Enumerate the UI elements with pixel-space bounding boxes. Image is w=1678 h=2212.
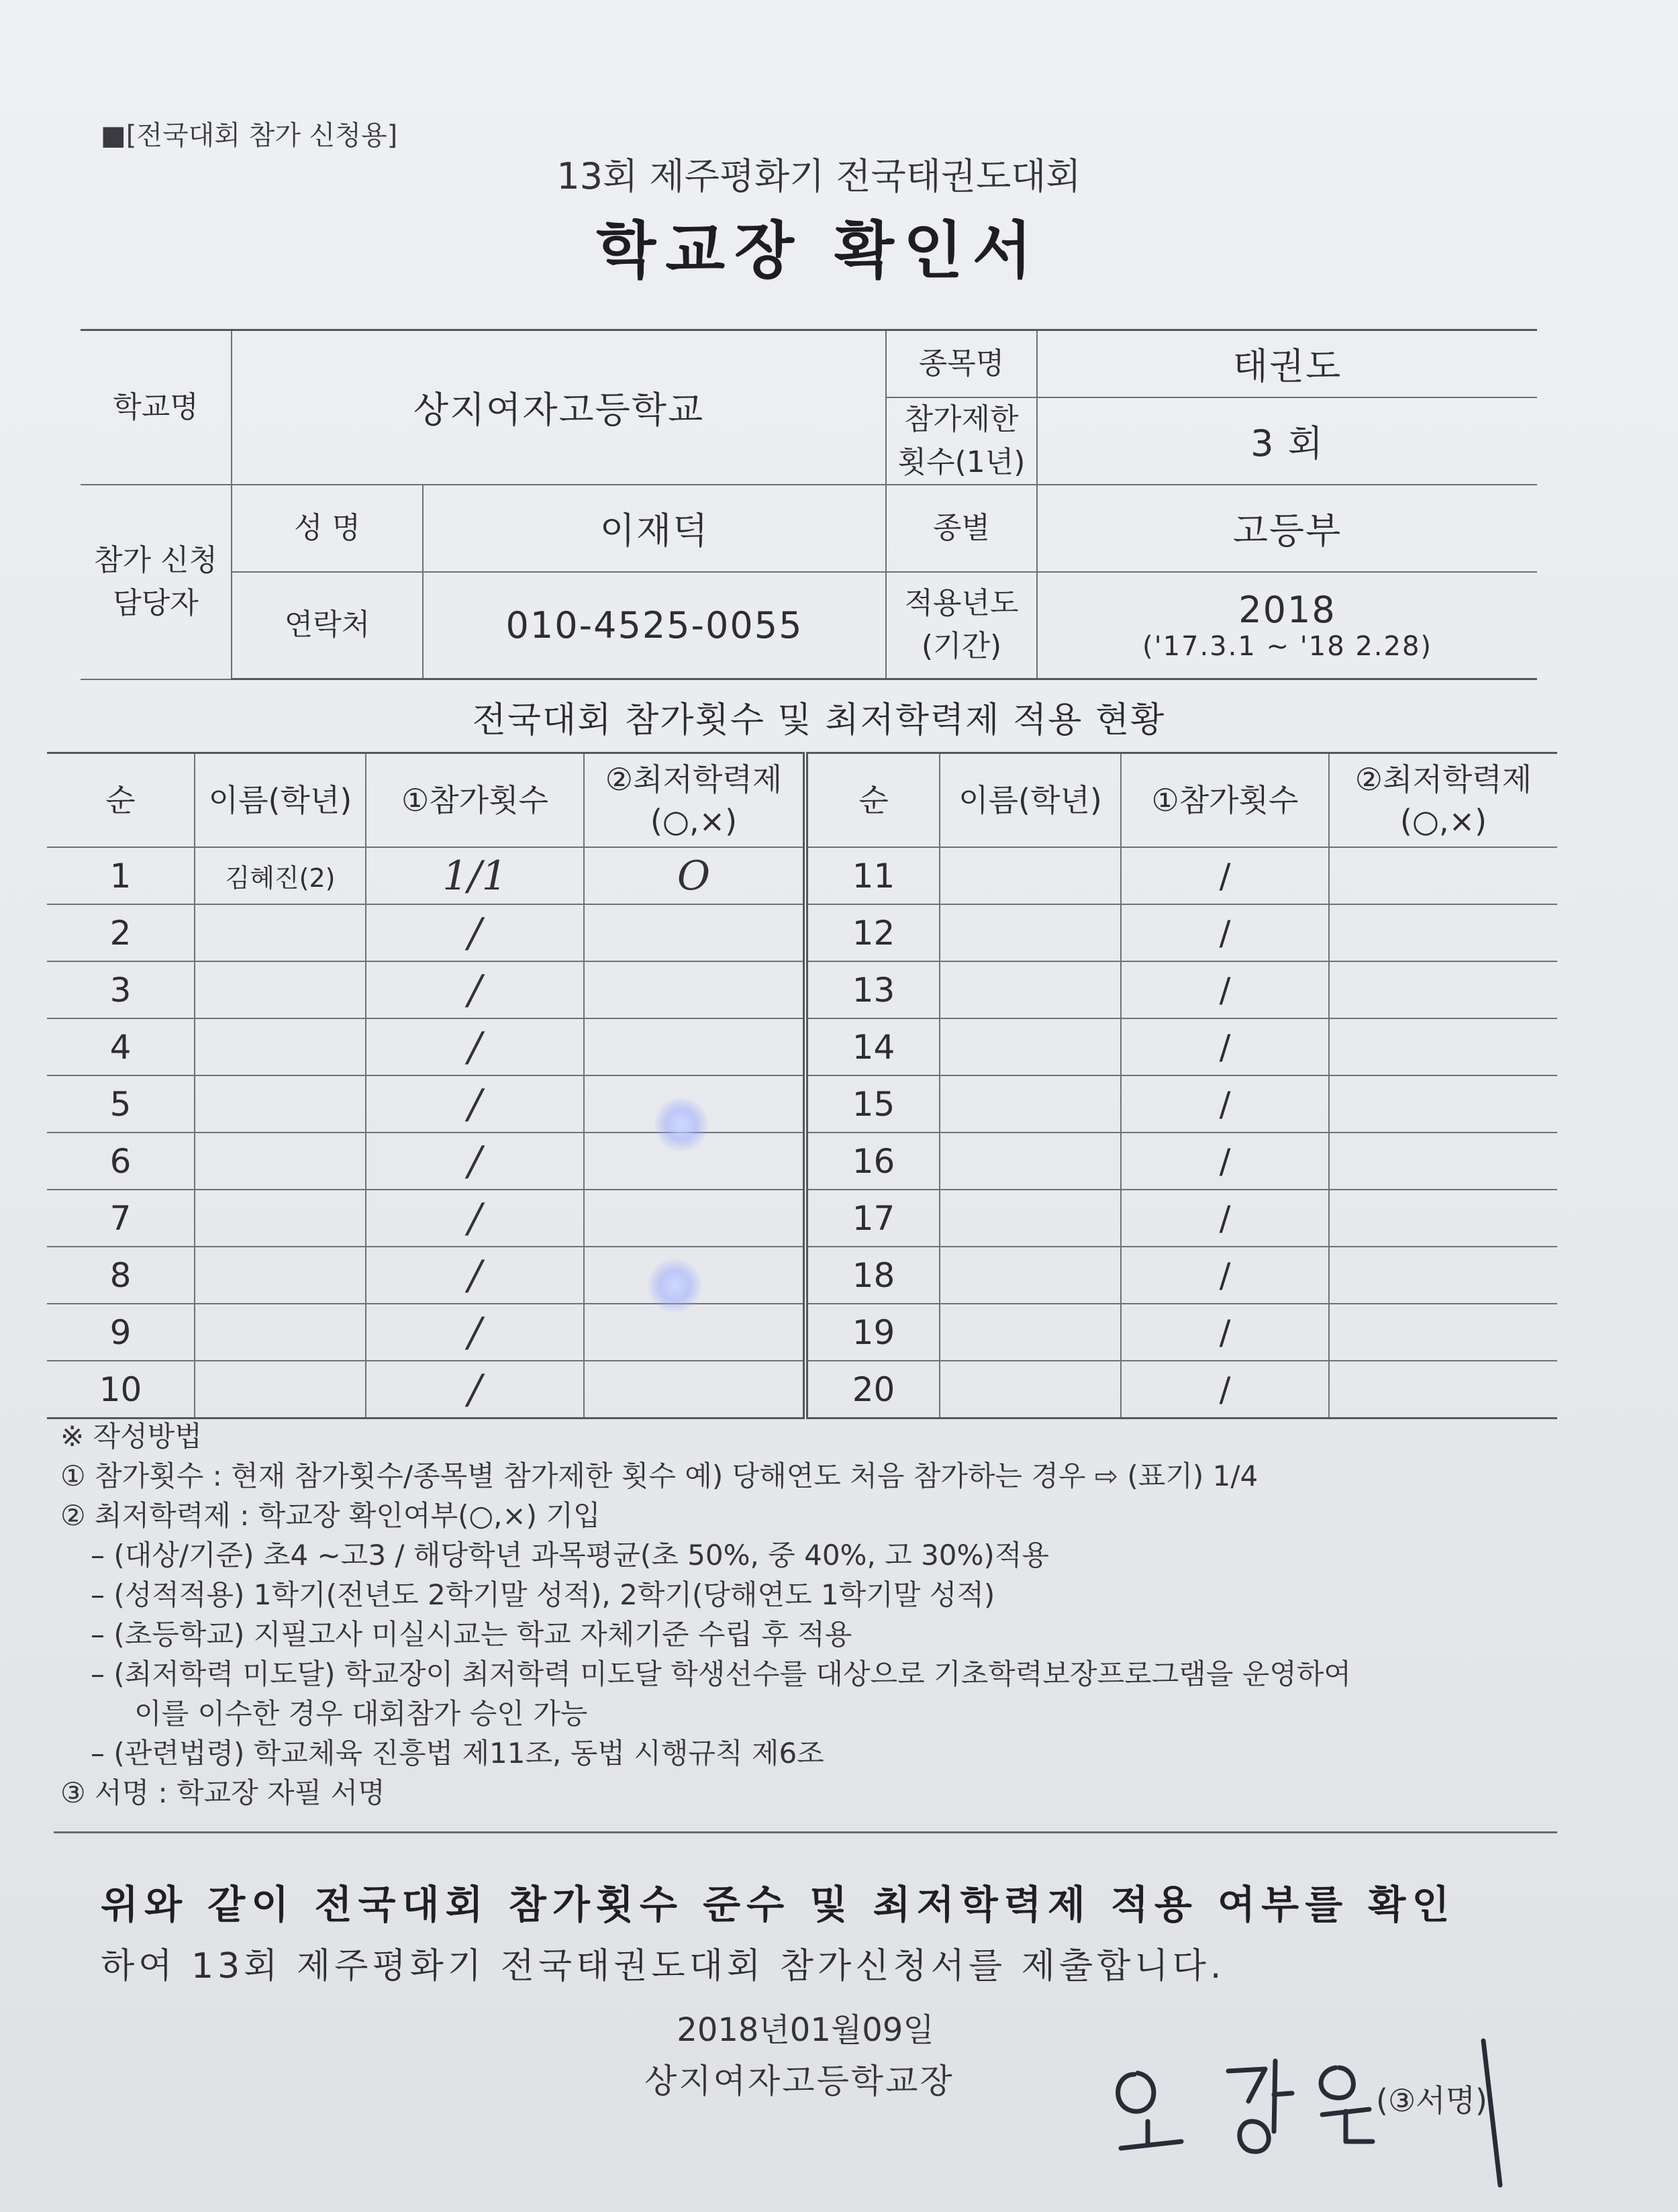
header-count-left: ①참가횟수 [366,753,584,848]
row-number: 12 [805,904,940,961]
instruction-item: ① 참가횟수 : 현재 참가횟수/종목별 참가제한 횟수 예) 당해연도 처음 참가하는 경우 ⇨ (표기) 1/4 [60,1459,1258,1492]
academic-check [1329,1075,1557,1133]
academic-check [1329,1361,1557,1418]
row-number: 13 [805,961,940,1018]
participation-count: / [1121,904,1329,961]
student-name [940,904,1121,961]
participation-count: / [1121,1247,1329,1304]
statement-line-1: 위와 같이 전국대회 참가횟수 준수 및 최저학력제 적용 여부를 확인 [101,1882,1456,1927]
instruction-item: 이를 이수한 경우 대회참가 승인 가능 [134,1697,588,1730]
applicable-year-value: 2018 [1238,588,1336,631]
table-row [47,1018,1557,1075]
row-number: 5 [47,1075,195,1133]
participation-count: / [1121,1075,1329,1133]
row-number: 18 [805,1247,940,1304]
participation-count: / [1121,1361,1329,1418]
student-name [940,1018,1121,1075]
row-number: 7 [47,1190,195,1247]
instruction-item: – (대상/기준) 초4 ~고3 / 해당학년 과목평균(초 50%, 중 40%, 고 30%)적용 [91,1539,1049,1572]
instruction-item: – (초등학교) 지필고사 미실시교는 학교 자체기준 수립 후 적용 [91,1618,852,1651]
instruction-item: – (최저학력 미도달) 학교장이 최저학력 미도달 학생선수를 대상으로 기초학력보장프로그램을 운영하여 [91,1657,1351,1690]
table-header-row [47,753,1557,848]
division-value: 고등부 [1037,485,1537,572]
division-label: 종별 [886,485,1037,572]
instruction-item: ② 최저학력제 : 학교장 확인여부(○,×) 기입 [60,1499,601,1532]
row-number: 15 [805,1075,940,1133]
applicant-label: 참가 신청 담당자 [81,485,232,679]
table-row [47,1247,1557,1304]
academic-check [1329,1247,1557,1304]
contact-label: 연락처 [232,572,423,679]
name-value: 이재덕 [423,485,886,572]
header-name-right: 이름(학년) [940,753,1121,848]
student-name [195,1133,366,1190]
academic-check [1329,961,1557,1018]
instructions-heading: ※ 작성방법 [60,1420,202,1453]
table-row [47,904,1557,961]
academic-check [1329,904,1557,961]
row-number: 1 [47,847,195,904]
row-number: 11 [805,847,940,904]
student-name [195,1190,366,1247]
student-name [195,961,366,1018]
academic-check [584,1190,805,1247]
participation-count: / [1121,1018,1329,1075]
student-name [940,1133,1121,1190]
signature-note: (③서명) [1376,2082,1488,2119]
participation-count: / [1121,1190,1329,1247]
participation-count: / [1121,1304,1329,1361]
academic-check: O [584,847,805,904]
instruction-item: ③ 서명 : 학교장 자필 서명 [60,1776,385,1809]
table-row [47,961,1557,1018]
student-name [940,847,1121,904]
participation-count: / [366,1075,584,1133]
table-row [47,1304,1557,1361]
participation-limit-value: 3 회 [1037,397,1537,485]
row-number: 4 [47,1018,195,1075]
divider [54,1831,1557,1833]
student-name [940,1361,1121,1418]
participation-status-table [47,752,1557,1419]
academic-check [584,1304,805,1361]
contact-value: 010-4525-0055 [423,572,886,679]
school-name-label: 학교명 [81,330,232,485]
participation-limit-label: 참가제한 횟수(1년) [886,397,1037,485]
event-type-value: 태권도 [1037,330,1537,397]
applicable-year-label: 적용년도 (기간) [886,572,1037,679]
row-number: 2 [47,904,195,961]
student-name [195,1075,366,1133]
applicable-period-value: ('17.3.1 ~ '18 2.28) [1142,630,1433,662]
participation-count: / [366,1133,584,1190]
participation-status-title: 전국대회 참가횟수 및 최저학력제 적용 현황 [472,700,1166,740]
student-name [940,1247,1121,1304]
participation-count: / [366,1304,584,1361]
camera-glare [654,1098,708,1151]
participation-count: / [1121,847,1329,904]
camera-glare [648,1259,701,1312]
instruction-item: – (성적적용) 1학기(전년도 2학기말 성적), 2학기(당해연도 1학기말 성적) [91,1578,995,1611]
student-name [940,1190,1121,1247]
row-number: 8 [47,1247,195,1304]
academic-check [584,904,805,961]
student-name [940,1304,1121,1361]
statement-line-2: 하여 13회 제주평화기 전국태권도대회 참가신청서를 제출합니다. [101,1946,1226,1986]
academic-check [584,1361,805,1418]
student-name [195,1247,366,1304]
header-academic-right: ②최저학력제 (○,×) [1329,753,1557,848]
header-count-right: ①참가횟수 [1121,753,1329,848]
event-name: 13회 제주평화기 전국태권도대회 [556,155,1081,197]
participation-count: / [1121,1133,1329,1190]
academic-check [1329,1190,1557,1247]
participation-count: / [366,1018,584,1075]
row-number: 10 [47,1361,195,1418]
row-number: 19 [805,1304,940,1361]
school-name-value: 상지여자고등학교 [232,330,886,485]
document-title: 학교장 확인서 [596,215,1042,287]
student-name [195,1304,366,1361]
table-row [47,1190,1557,1247]
header-no-left: 순 [47,753,195,848]
academic-check [584,961,805,1018]
header-no-right: 순 [805,753,940,848]
applicable-year-cell [1037,572,1537,679]
row-number: 17 [805,1190,940,1247]
participation-count: / [1121,961,1329,1018]
academic-check [1329,1304,1557,1361]
student-name [940,1075,1121,1133]
event-type-label: 종목명 [886,330,1037,397]
table-row [47,1075,1557,1133]
participation-count: / [366,1190,584,1247]
academic-check [1329,847,1557,904]
instruction-item: – (관련법령) 학교체육 진흥법 제11조, 동법 시행규칙 제6조 [91,1737,824,1770]
participation-count: / [366,1361,584,1418]
name-label: 성 명 [232,485,423,572]
table-row [47,1133,1557,1190]
principal-signature [1107,2034,1544,2189]
table-row [47,1361,1557,1418]
participation-count: / [366,961,584,1018]
row-number: 20 [805,1361,940,1418]
student-name [195,1018,366,1075]
row-number: 9 [47,1304,195,1361]
academic-check [1329,1133,1557,1190]
table-row [47,847,1557,904]
student-name [195,904,366,961]
row-number: 3 [47,961,195,1018]
student-name: 김혜진(2) [195,847,366,904]
participation-count: 1/1 [366,847,584,904]
participation-count: / [366,1247,584,1304]
row-number: 6 [47,1133,195,1190]
participation-count: / [366,904,584,961]
submission-date: 2018년01월09일 [677,2011,934,2049]
academic-check [584,1018,805,1075]
academic-check [1329,1018,1557,1075]
student-name [195,1361,366,1418]
header-academic-left: ②최저학력제 (○,×) [584,753,805,848]
application-tag: ■[전국대회 참가 신청용] [101,120,398,151]
school-info-table [81,329,1537,680]
row-number: 16 [805,1133,940,1190]
row-number: 14 [805,1018,940,1075]
student-name [940,961,1121,1018]
principal-title: 상지여자고등학교장 [644,2062,954,2101]
instructions [60,1416,1571,1813]
confirmation-statement [101,1873,1544,1988]
header-name-left: 이름(학년) [195,753,366,848]
